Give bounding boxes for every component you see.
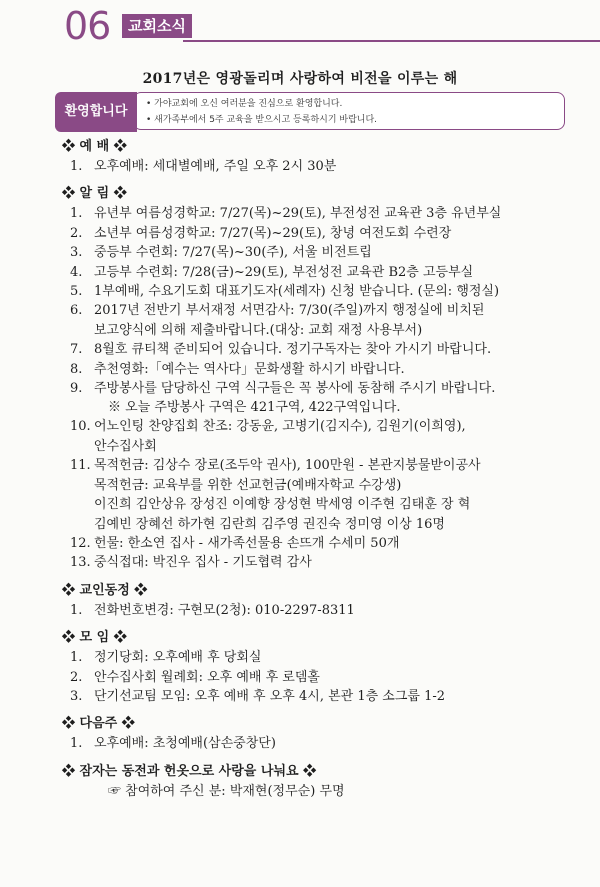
item-text: 헌물: 한소연 집사 - 새가족선물용 손뜨개 수세미 50개 <box>94 535 400 551</box>
welcome-line: • 가야교회에 오신 여러분을 진심으로 환영합니다. <box>146 99 343 109</box>
item-number: 3. <box>70 688 83 704</box>
item-text: 전화번호변경: 구현모(2청): 010-2297-8311 <box>94 602 355 618</box>
item-text: 추천영화:「예수는 역사다」문화생활 하시기 바랍니다. <box>94 361 405 377</box>
item-text: 단기선교팀 모임: 오후 예배 후 오후 4시, 본관 1층 소그룹 1-2 <box>94 688 446 704</box>
item-note: ※ 오늘 주방봉사 구역은 421구역, 422구역입니다. <box>108 400 401 416</box>
item-number: 5. <box>70 284 83 300</box>
list-item <box>62 648 592 667</box>
item-number: 1. <box>70 650 83 666</box>
section-heading: ❖ 다음주 ❖ <box>62 716 135 732</box>
item-number: 12. <box>70 535 91 551</box>
section-heading: ❖ 교인동정 ❖ <box>62 582 148 598</box>
announcements <box>62 137 592 801</box>
item-number: 4. <box>70 264 83 280</box>
item-text: 주방봉사를 담당하신 구역 식구들은 꼭 봉사에 동참해 주시기 바랍니다. <box>94 381 496 397</box>
item-text: 1부예배, 수요기도회 대표기도자(세례자) 신청 받습니다. (문의: 행정실) <box>94 284 500 300</box>
item-text: 고등부 수련회: 7/28(금)~29(토), 부전성전 교육관 B2층 고등부실 <box>94 264 474 280</box>
list-item <box>62 224 592 243</box>
item-number: 10. <box>70 419 91 435</box>
year-slogan: 2017년은 영광돌리며 사랑하여 비전을 이루는 해 <box>142 71 458 87</box>
section-note: ☞ 참여하여 주신 분: 박재현(정무순) 무명 <box>108 783 345 799</box>
list-item <box>62 243 592 262</box>
item-text: 이진희 김안상유 장성진 이예향 장성현 박세영 이주현 김태훈 장 혁 <box>94 497 471 513</box>
item-number: 2. <box>70 225 83 241</box>
item-text: 중식접대: 박진우 집사 - 기도협력 감사 <box>94 555 312 571</box>
item-number: 13. <box>70 555 91 571</box>
welcome-banner <box>55 92 565 132</box>
item-number: 1. <box>70 736 83 752</box>
item-number: 9. <box>70 381 83 397</box>
section-heading: ❖ 알 림 ❖ <box>62 186 127 202</box>
list-item <box>62 553 592 572</box>
list-item <box>62 204 592 223</box>
item-number: 11. <box>70 458 91 474</box>
item-text: 소년부 여름성경학교: 7/27(목)~29(토), 창녕 여전도회 수련장 <box>94 225 452 241</box>
item-number: 2. <box>70 669 83 685</box>
welcome-line: • 새가족부에서 5주 교육을 받으시고 등록하시기 바랍니다. <box>146 115 378 125</box>
item-text: 보고양식에 의해 제출바랍니다.(대상: 교회 재정 사용부서) <box>94 322 423 338</box>
item-number: 1. <box>70 602 83 618</box>
item-text: 오후예배: 초청예배(삼손중창단) <box>94 736 276 752</box>
list-item <box>62 734 592 753</box>
list-item <box>62 282 592 301</box>
list-item <box>62 456 592 534</box>
list-item <box>62 360 592 379</box>
item-text: 목적헌금: 교육부를 위한 선교헌금(예배자학교 수강생) <box>94 477 402 493</box>
section-heading: ❖ 모 임 ❖ <box>62 630 127 646</box>
item-text: 2017년 전반기 부서재정 서면감사: 7/30(주일)까지 행정실에 비치된 <box>94 303 485 319</box>
item-text: 어노인팅 찬양집회 찬조: 강동윤, 고병기(김지수), 김원기(이희영), <box>94 419 466 435</box>
list-item <box>62 301 592 340</box>
welcome-label: 환영합니다 <box>55 92 137 132</box>
page-header <box>60 4 600 50</box>
section-title: 교회소식 <box>122 14 192 38</box>
list-item <box>62 668 592 687</box>
list-item <box>62 157 592 176</box>
list-item <box>62 379 592 398</box>
item-number: 3. <box>70 245 83 261</box>
section-heading: ❖ 잠자는 동전과 헌옷으로 사랑을 나눠요 ❖ <box>62 763 317 779</box>
item-number: 1. <box>70 206 83 222</box>
item-number: 8. <box>70 361 83 377</box>
welcome-box <box>133 92 565 130</box>
item-number: 7. <box>70 342 83 358</box>
item-text: 안수집사회 <box>94 438 157 454</box>
item-text: 김예빈 장혜선 하가현 김란희 김주영 권진숙 정미영 이상 16명 <box>94 516 445 532</box>
list-item <box>62 340 592 359</box>
page-number: 06 <box>64 4 111 48</box>
list-item <box>62 417 592 456</box>
item-text: 오후예배: 세대별예배, 주일 오후 2시 30분 <box>94 159 337 174</box>
item-text: 중등부 수련회: 7/27(목)~30(주), 서울 비전트립 <box>94 245 372 261</box>
item-text: 목적헌금: 김상수 장로(조두악 권사), 100만원 - 본관지붕물받이공사 <box>94 458 481 474</box>
list-item <box>62 263 592 282</box>
header-rule <box>183 40 600 42</box>
item-text: 8월호 큐티책 준비되어 있습니다. 정기구독자는 찾아 가시기 바랍니다. <box>94 342 492 358</box>
list-item <box>62 601 592 620</box>
section-heading: ❖ 예 배 ❖ <box>62 139 127 154</box>
item-text: 유년부 여름성경학교: 7/27(목)~29(토), 부전성전 교육관 3층 유년부실 <box>94 206 502 222</box>
item-number: 1. <box>70 159 83 174</box>
item-text: 안수집사회 월례회: 오후 예배 후 로뎀홀 <box>94 669 320 685</box>
list-item <box>62 687 592 706</box>
item-number: 6. <box>70 303 83 319</box>
list-item <box>62 534 592 553</box>
item-text: 정기당회: 오후예배 후 당회실 <box>94 650 262 666</box>
